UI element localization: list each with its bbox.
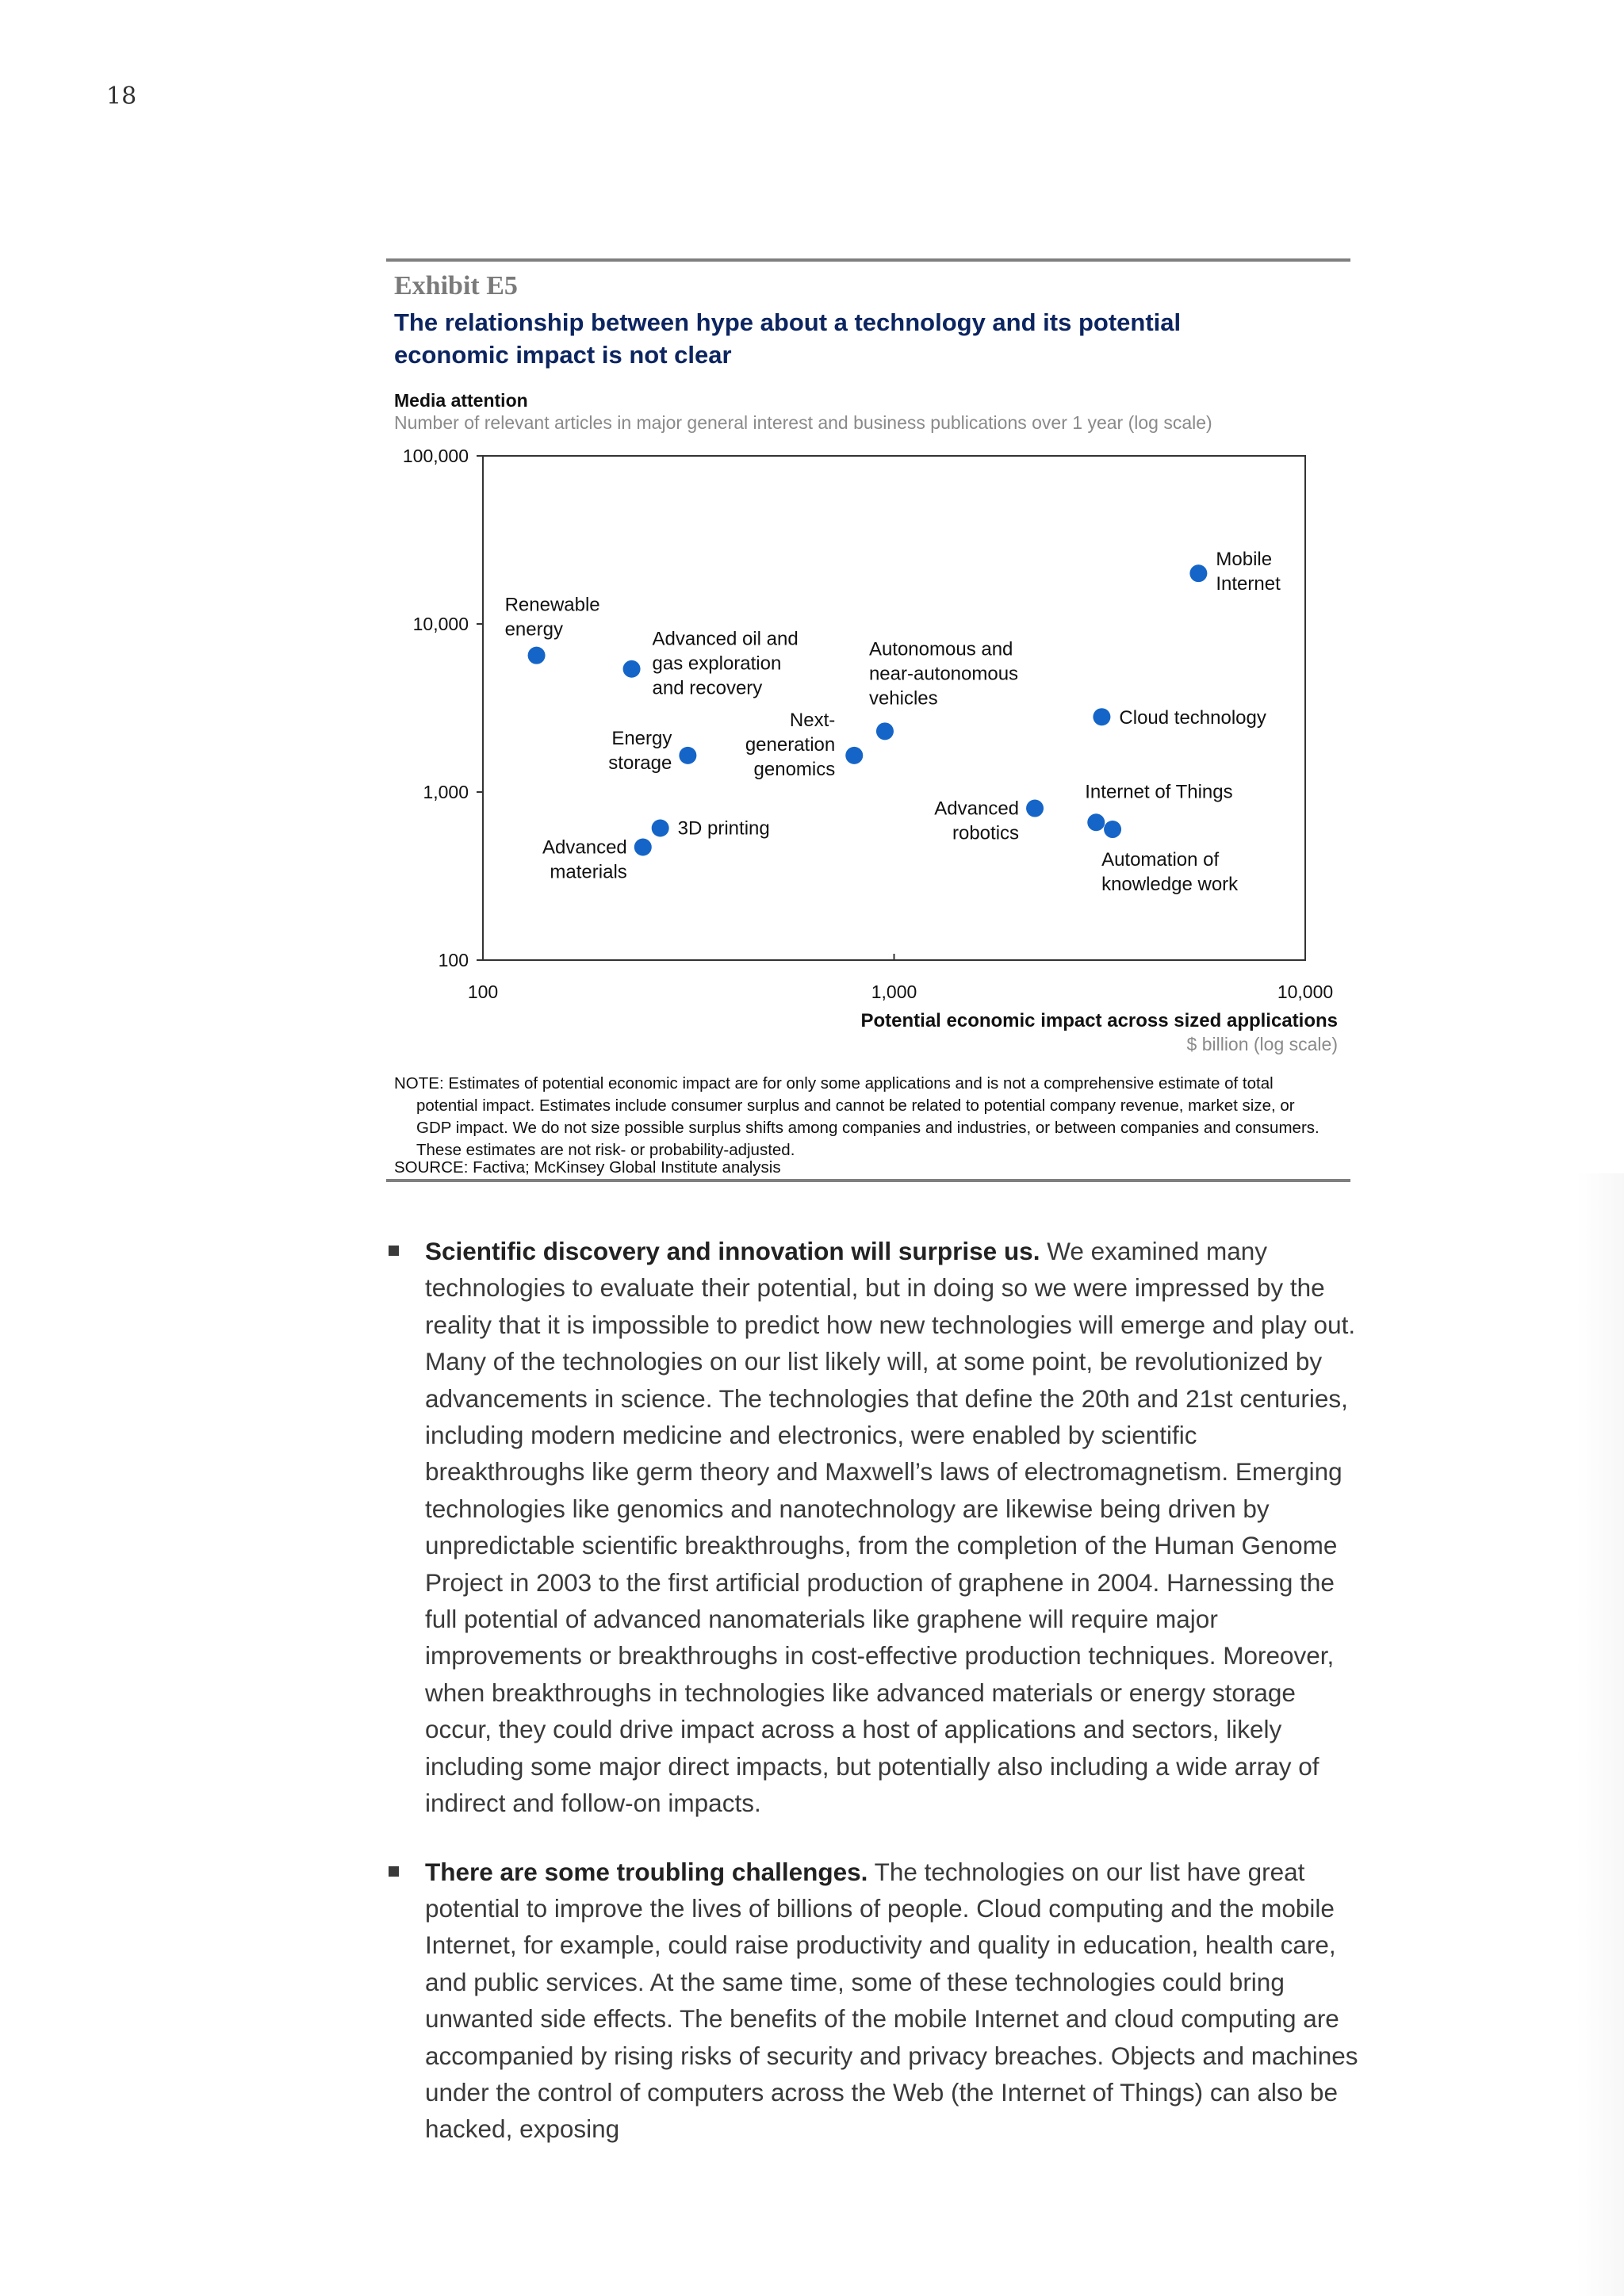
data-point [876,722,894,740]
x-axis-subtitle: $ billion (log scale) [1186,1034,1338,1054]
y-axis-subtitle: Number of relevant articles in major general interest and business publications over 1 year (log scale) [394,412,1212,433]
data-point-label: Advanced oil and gas exploration and recovery [652,628,799,699]
data-point-label: Advanced robotics [934,798,1020,844]
x-tick-label: 10,000 [1277,982,1334,1002]
x-axis-title: Potential economic impact across sized applications [860,1010,1338,1031]
data-point-label: Renewable energy [504,594,600,641]
bullet-text: The technologies on our list have great potential to improve the lives of billions of people. Cloud computing and the mobile Internet, for example, could raise productivity and quality in education, health care, and public services. At the same time, some of these technologies could bring unwanted side effects. The benefits of the mobile Internet and cloud computing are accompanied by rising risks of security and privacy breaches. Objects and machines under the control of computers across the Web (the Internet of Things) can also be hacked, exposing [425,1857,1358,2144]
exhibit-label: Exhibit E5 [394,271,518,300]
y-tick-label: 100 [438,950,469,970]
scatter-chart [386,262,1350,1007]
data-point [634,839,652,856]
data-point-label: Advanced materials [542,836,627,883]
note-first-line: NOTE: Estimates of potential economic impact are for only some applications and is not a comprehensive estimate of total [394,1074,1274,1093]
bullet-lead: There are some troubling challenges. [425,1857,868,1886]
source-line: SOURCE: Factiva; McKinsey Global Institute analysis [394,1158,781,1177]
bullet-paragraph [386,1854,1362,2148]
body-text [386,1233,1362,2179]
exhibit-title: The relationship between hype about a technology and its potential economic impact is not clear [394,308,1182,369]
data-point [1189,564,1207,582]
data-point-label: Automation of knowledge work [1101,849,1239,896]
data-point [1087,813,1105,831]
data-point-label: Autonomous and near-autonomous vehicles [868,638,1019,710]
data-point [623,660,641,678]
data-point [1026,800,1044,817]
bullet-text: We examined many technologies to evaluate their potential, but in doing so we were impressed by the reality that it is impossible to predict how new technologies will emerge and play out. Many of the technologies on our list likely will, at some point, be revolutionized by advancements in science. The technologies that define the 20th and 21st centuries, including modern medicine and electronics, were enabled by scientific breakthroughs like germ theory and Maxwell’s laws of electromagnetism. Emerging technologies like genomics and nanotechnology are likewise being driven by unpredictable scientific breakthroughs, from the completion of the Human Genome Project in 2003 to the first artificial production of graphene in 2004. Harnessing the full potential of advanced nanomaterials like graphene will require major improvements or breakthroughs in cost-effective production techniques. Moreover, when breakthroughs in technologies like advanced materials or energy storage occur, they could drive impact across a host of applications and sectors, likely including some major direct impacts, but potentially also including a wide array of indirect and follow-on impacts. [425,1237,1356,1818]
data-point [845,747,863,764]
square-bullet-icon [389,1866,399,1877]
y-tick-label: 1,000 [423,782,469,802]
y-tick-label: 100,000 [402,446,469,466]
data-point [1104,821,1121,838]
note-continuation: potential impact. Estimates include consumer surplus and cannot be related to potential company revenue, market size, or GDP impact. We do not size possible surplus shifts among companies and industries, or between companies and consumers. These estimates are not risk- or probability-adjusted. [416,1096,1320,1159]
page-edge-shade [1576,1173,1624,2296]
exhibit-e5 [386,258,1350,1182]
square-bullet-icon [389,1246,399,1256]
note [394,1073,1330,1161]
data-point [1093,708,1110,725]
x-tick-label: 100 [467,982,499,1002]
page-number: 18 [106,82,137,110]
data-point-label: Internet of Things [1085,781,1233,803]
data-point-label: Next-generation genomics [745,709,836,780]
data-point-label: Cloud technology [1119,707,1266,729]
data-point [528,647,546,664]
y-tick-label: 10,000 [412,614,469,634]
y-axis-title: Media attention [394,390,528,411]
data-point [679,747,696,764]
bullet-lead: Scientific discovery and innovation will surprise us. [425,1237,1040,1265]
data-point-label: Energy storage [608,727,672,774]
data-point-label: 3D printing [677,817,770,840]
x-tick-label: 1,000 [871,982,917,1002]
data-point-label: Mobile Internet [1216,549,1281,595]
bullet-paragraph [386,1233,1362,1822]
data-point [652,820,669,837]
